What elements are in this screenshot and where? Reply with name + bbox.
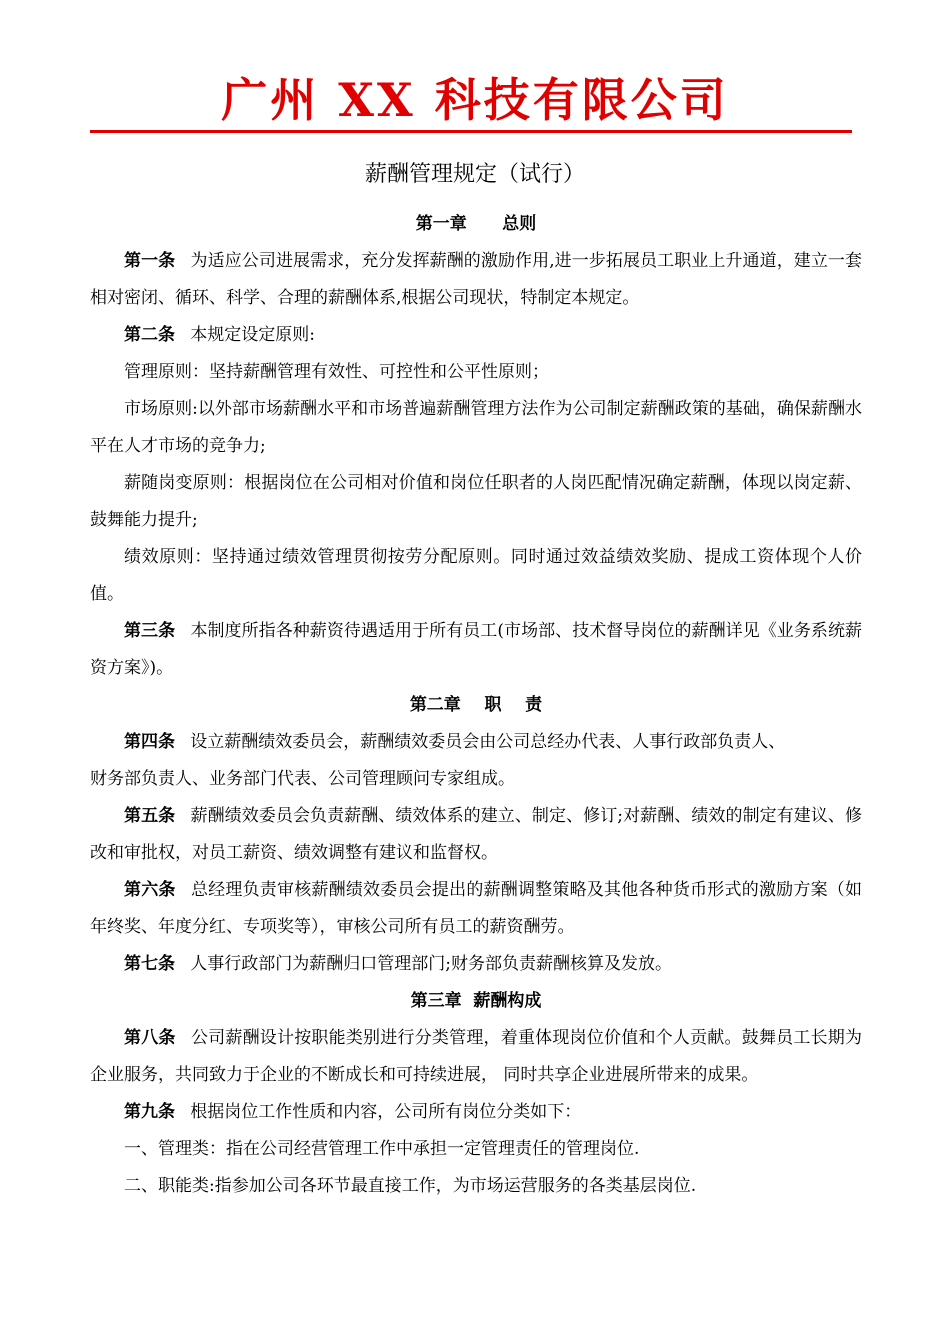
document-body [90,206,862,1205]
article-number: 第六条 [124,880,176,900]
article-number: 第四条 [124,732,175,752]
article-text: 为适应公司进展需求，充分发挥薪酬的激励作用,进一步拓展员工职业上升通道，建立一套相对密闭、循环、科学、合理的薪酬体系,根据公司现状，特制定本规定。 [90,251,863,308]
article-1 [90,243,862,317]
article-3 [90,613,862,687]
article-text: 公司薪酬设计按职能类别进行分类管理，着重体现岗位价值和个人贡献。鼓舞员工长期为企业服务，共同致力于企业的不断成长和可持续进展， 同时共享企业进展所带来的成果。 [90,1028,863,1085]
article-text: 人事行政部门为薪酬归口管理部门;财务部负责薪酬核算及发放。 [190,954,673,974]
document-title: 薪酬管理规定（试行） [364,162,585,187]
article-number: 第三条 [124,621,176,641]
principle-management: 管理原则：坚持薪酬管理有效性、可控性和公平性原则； [124,362,549,382]
article-2 [90,317,862,354]
article-7 [90,946,862,983]
article-number: 第一条 [124,251,176,271]
article-number: 第七条 [124,954,175,974]
principle-post: 薪随岗变原则：根据岗位在公司相对价值和岗位任职者的人岗匹配情况确定薪酬，体现以岗定薪、鼓舞能力提升; [90,473,862,530]
article-5 [90,798,862,872]
header-divider [90,130,852,133]
article-number: 第五条 [124,806,176,826]
chapter-heading: 第三章 薪酬构成 [410,991,542,1011]
article-number: 第九条 [124,1102,175,1122]
article-text: 根据岗位工作性质和内容，公司所有岗位分类如下： [190,1102,582,1122]
article-6 [90,872,862,946]
article-text: 总经理负责审核薪酬绩效委员会提出的薪酬调整策略及其他各种货币形式的激励方案（如年终奖、年度分红、专项奖等），审核公司所有员工的薪资酬劳。 [90,880,863,937]
principle-performance: 绩效原则：坚持通过绩效管理贯彻按劳分配原则。同时通过效益绩效奖励、提成工资体现个人价值。 [90,547,862,604]
article-number: 第八条 [124,1028,176,1048]
category-functional: 二、职能类:指参加公司各环节最直接工作，为市场运营服务的各类基层岗位. [124,1176,697,1196]
company-name: 广州 XX 科技有限公司 [221,73,729,127]
category-management: 一、管理类：指在公司经营管理工作中承担一定管理责任的管理岗位. [124,1139,640,1159]
article-4 [90,724,862,761]
article-4-continued: 财务部负责人、业务部门代表、公司管理顾问专家组成。 [90,769,515,789]
article-text: 本制度所指各种薪资待遇适用于所有员工(市场部、技术督导岗位的薪酬详见《业务系统薪资方案》)。 [90,621,862,678]
article-text: 设立薪酬绩效委员会，薪酬绩效委员会由公司总经办代表、人事行政部负责人、 [190,732,786,752]
article-text: 薪酬绩效委员会负责薪酬、绩效体系的建立、制定、修订;对薪酬、绩效的制定有建议、修改和审批权，对员工薪资、绩效调整有建议和监督权。 [90,806,862,863]
principle-market: 市场原则:以外部市场薪酬水平和市场普遍薪酬管理方法作为公司制定薪酬政策的基础，确保薪酬水平在人才市场的竞争力; [90,399,862,456]
article-text: 本规定设定原则: [190,325,316,345]
article-9 [90,1094,862,1131]
article-8 [90,1020,862,1094]
chapter-heading: 第二章 职 责 [409,695,543,715]
article-number: 第二条 [124,325,175,345]
chapter-heading: 第一章 总则 [415,214,537,234]
